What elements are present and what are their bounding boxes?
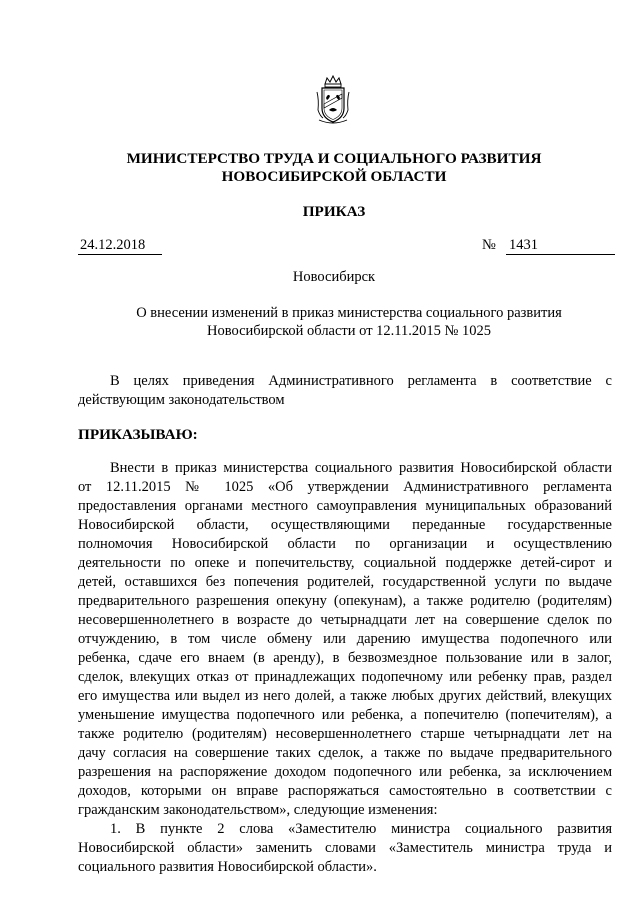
subject-line2: Новосибирской области от 12.11.2015 № 1025 [207,323,491,339]
main-paragraph-line: отчуждению, в том числе обмену или дарению имущества подопечного или [78,631,612,647]
main-paragraph-line: уменьшение имущества подопечного или ребенка, а попечителю (попечителям), а [78,707,612,723]
main-paragraph-line: от 12.11.2015 № 1025 «Об утверждении Административного регламента [78,479,612,495]
main-paragraph-line: ребенка, сдаче его внаем (в аренду), в безвозмездное пользование или в залог, [78,650,612,666]
main-paragraph-line: доходов, которыми он вправе распоряжаться самостоятельно в соответствии с [78,783,612,799]
item1-line: Новосибирской области» заменить словами «Заместитель министра труда и [78,840,612,856]
main-paragraph-line: детей, оставшихся без попечения родителей, государственной услуги по выдаче [78,574,612,590]
subject-line1: О внесении изменений в приказ министерства социального развития [136,305,562,321]
order-number: 1431 [506,236,615,255]
document-type-title: ПРИКАЗ [302,203,366,220]
main-paragraph-line: сделок, влекущих отказ от принадлежащих подопечному или ребенку прав, раздел [78,669,612,685]
main-paragraph-line: предварительного разрешения опекуну (опекунам), а также родителю (родителям) [78,593,612,609]
main-paragraph-line: предоставления органами местного самоуправления муниципальных образований [78,498,612,514]
main-paragraph-line: деятельности по опеке и попечительству, социальной поддержке детей-сирот и [78,555,612,571]
novosibirsk-coat-of-arms-icon [315,74,351,126]
main-paragraph-line: также родителю (родителям) несовершеннолетнего старше четырнадцати лет на [78,726,612,742]
item1-line: социального развития Новосибирской области». [78,859,377,875]
main-paragraph-line: разрешения на распоряжение доходом подопечного или ребенка, за исключением [78,764,612,780]
preamble-line: действующим законодательством [78,392,285,408]
order-word: ПРИКАЗЫВАЮ: [78,426,198,443]
main-paragraph-line: Внести в приказ министерства социального развития Новосибирской области [110,460,612,476]
main-paragraph-line: его имущества или выдел из него долей, а также любых других действий, влекущих [78,688,612,704]
main-paragraph-line: полномочия Новосибирской области по организации и осуществлению [78,536,612,552]
main-paragraph-line: гражданским законодательством», следующие изменения: [78,802,438,818]
main-paragraph-line: несовершеннолетнего в возрасте до четырнадцати лет на совершение сделок по [78,612,612,628]
main-paragraph-line: Новосибирской области, осуществляющими переданные государственные [78,517,612,533]
main-paragraph-line: дачу согласия на совершение таких сделок, а также по выдаче предварительного [78,745,612,761]
number-sign: № [482,237,496,253]
item1-line: 1. В пункте 2 слова «Заместителю министра социального развития [110,821,612,837]
ministry-name-line1: МИНИСТЕРСТВО ТРУДА И СОЦИАЛЬНОГО РАЗВИТИЯ [126,150,542,167]
city-name: Новосибирск [292,269,376,285]
order-date: 24.12.2018 [78,236,162,255]
preamble-line: В целях приведения Административного регламента в соответствие с [110,373,612,389]
ministry-name-line2: НОВОСИБИРСКОЙ ОБЛАСТИ [221,168,447,185]
